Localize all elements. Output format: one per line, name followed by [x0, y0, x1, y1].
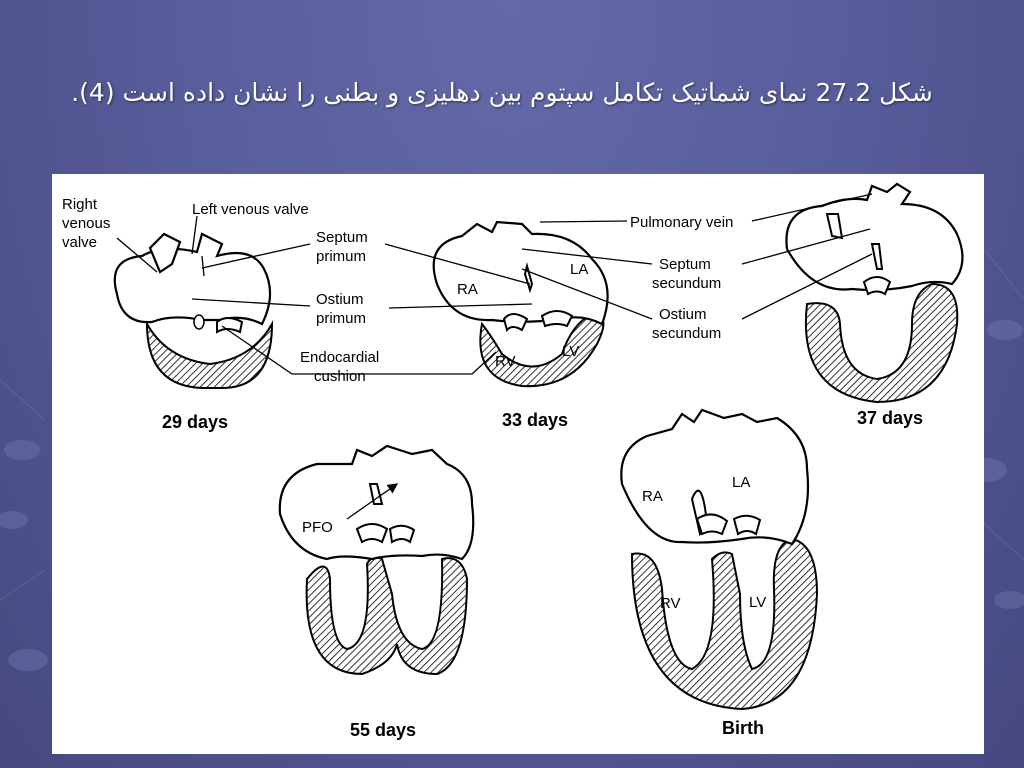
label-la-33: LA	[570, 261, 589, 278]
label-left-venous-valve: Left venous valve	[192, 201, 309, 218]
label-lv-33: LV	[562, 343, 580, 360]
heart-37-days	[786, 184, 962, 402]
caption-birth: Birth	[722, 718, 764, 738]
caption-37-days: 37 days	[857, 408, 924, 428]
label-ostium-secundum-2: secundum	[652, 325, 722, 342]
label-ostium-secundum-1: Ostium	[659, 306, 707, 323]
label-endocardial-cushion-2: cushion	[314, 368, 366, 385]
label-ra-birth: RA	[642, 488, 663, 505]
label-right-venous-valve-1: Right	[62, 196, 98, 213]
label-la-birth: LA	[732, 474, 751, 491]
label-rv-birth: RV	[660, 595, 681, 612]
label-ra-33: RA	[457, 281, 478, 298]
label-pulmonary-vein: Pulmonary vein	[630, 214, 734, 231]
caption-29-days: 29 days	[162, 412, 229, 432]
label-ostium-primum-2: primum	[316, 310, 367, 327]
caption-55-days: 55 days	[350, 720, 417, 740]
label-rv-33: RV	[495, 353, 516, 370]
label-ostium-primum-1: Ostium	[316, 291, 364, 308]
label-lv-birth: LV	[749, 594, 767, 611]
caption-33-days: 33 days	[502, 410, 569, 430]
label-right-venous-valve-2: venous	[62, 215, 111, 232]
label-septum-secundum-1: Septum	[659, 256, 711, 273]
heart-55-days	[280, 446, 473, 674]
figure-panel	[52, 174, 984, 754]
heart-septation-diagram	[52, 174, 984, 754]
label-endocardial-cushion-1: Endocardial	[300, 349, 380, 366]
label-right-venous-valve-3: valve	[62, 234, 98, 251]
label-pfo: PFO	[302, 519, 333, 536]
heart-birth	[621, 410, 817, 709]
label-septum-primum-2: primum	[316, 248, 367, 265]
label-septum-primum-1: Septum	[316, 229, 368, 246]
slide-title: شکل 27.2 نمای شماتیک تکامل سپتوم بین دهلیزی و بطنی را نشان داده است (4).	[71, 78, 933, 107]
label-septum-secundum-2: secundum	[652, 275, 722, 292]
